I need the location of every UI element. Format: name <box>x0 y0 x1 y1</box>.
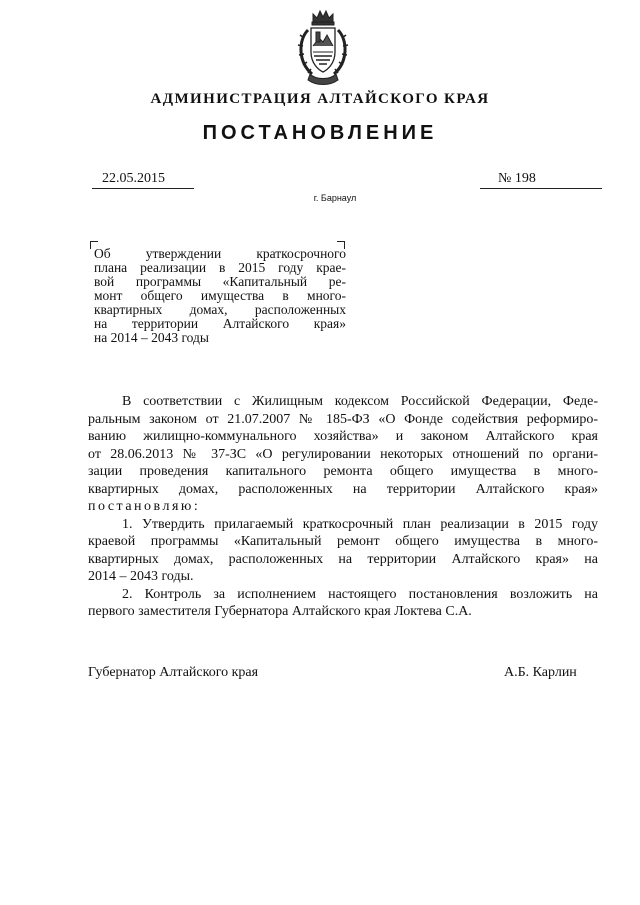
body-line: 2014 – 2043 годы. <box>88 569 194 584</box>
body-line: первого заместителя Губернатора Алтайского края Локтева С.А. <box>88 604 472 619</box>
body-line: ванию жилищно-коммунального хозяйства» и законом Алтайского края <box>88 429 598 444</box>
signature-position: Губернатор Алтайского края <box>88 665 259 680</box>
document-subject <box>94 247 346 345</box>
body-line: В соответствии с Жилищным кодексом Российской Федерации, Феде- <box>122 394 598 409</box>
body-line: ральным законом от 21.07.2007 № 185-ФЗ «О Фонде содействия реформиро- <box>88 411 598 427</box>
body-line: квартирных домах, расположенных на территории Алтайского края» на <box>88 551 598 567</box>
body-line: от 28.06.2013 № 37-ЗС «О регулировании некоторых отношений по органи- <box>88 446 598 462</box>
body-line: зации проведения капитального ремонта общего имущества в много- <box>88 464 598 479</box>
subject-line: квартирных домах, расположенных <box>94 302 346 317</box>
body-line-decree: постановляю: <box>88 499 201 514</box>
document-type-title: ПОСТАНОВЛЕНИЕ <box>202 122 438 144</box>
body-line: квартирных домах, расположенных на территории Алтайского края» <box>88 481 598 497</box>
signature-name: А.Б. Карлин <box>504 665 577 680</box>
subject-line: плана реализации в 2015 году крае- <box>94 260 346 275</box>
subject-line: монт общего имущества в много- <box>94 288 346 303</box>
organization-title: АДМИНИСТРАЦИЯ АЛТАЙСКОГО КРАЯ <box>150 91 490 107</box>
subject-line: на 2014 – 2043 годы <box>94 330 209 345</box>
body-line: 2. Контроль за исполнением настоящего постановления возложить на <box>122 586 598 602</box>
document-date: 22.05.2015 <box>92 170 194 189</box>
document-city: г. Барнаул <box>313 193 357 203</box>
document-number: № 198 <box>480 170 602 189</box>
subject-line: на территории Алтайского края» <box>94 316 346 331</box>
body-line: краевой программы «Капитальный ремонт общего имущества в много- <box>88 534 598 549</box>
subject-line: Об утверждении краткосрочного <box>94 246 346 261</box>
document-body <box>88 393 598 621</box>
coat-of-arms-icon <box>294 8 352 88</box>
subject-line: вой программы «Капитальный ре- <box>94 274 346 289</box>
body-line: 1. Утвердить прилагаемый краткосрочный план реализации в 2015 году <box>122 516 598 532</box>
